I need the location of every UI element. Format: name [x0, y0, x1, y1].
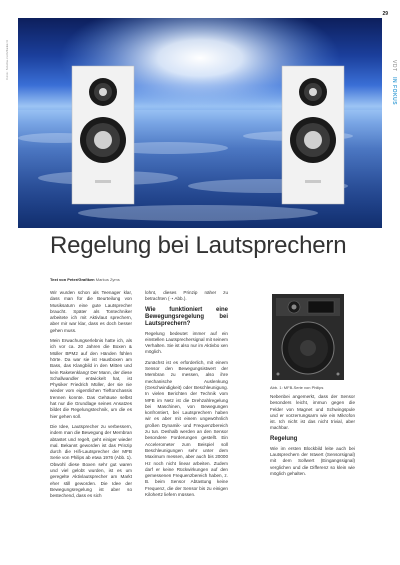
section-heading: Wie funktioniert eine Bewegungsregelung bei Lautsprechern?	[145, 306, 228, 327]
page-number: 29	[382, 11, 388, 17]
hero-image	[18, 18, 382, 228]
paragraph: Mein Erwachungserlebnis hatte ich, als ich vor ca. 20 Jahren die Boxen & Müller BPM2 auf den Händen fühlen hörte. Da war sie ist Hausboxen am Bass, das Klangbild in den Mitten und kein Raketenklang! Der Mann, der diese Schallwandler entwickelt hat, ist Physiker Friedrich Müller, der sie nie wieder vom eigentlichen Tieftonchassis trennen konnte. Das Gehäuse selbst hat nur die Grundlage seines Ansatzes bildet die Regelungstechnik, um die es hier gehen soll.	[50, 338, 132, 419]
byline	[50, 277, 120, 282]
column-three	[270, 394, 355, 481]
figure-caption: Abb. 1: MFB-Serie von Philips	[270, 385, 324, 390]
section-tab-label: IN FOKUS	[391, 77, 397, 106]
figure-speaker	[270, 292, 346, 382]
section-tab	[391, 60, 397, 105]
column-one	[50, 290, 132, 504]
paragraph: Zunächst ist es erforderlich, mit einem Sensor den Bewegungsistwert der Membran zu messen, also ihre mechanische Auslenkung (Geschwindigkeit) oder Beschleunigung. In vielen Berichten der Technik vom MFB im Netz ist die Drehzahlregelung bei Maschinen, von Bewegungen konfrontiert, bei Lautsprechern haben wir es aber mit einem ungewöhnlich großen Dynamik- und Frequenzbereich zu tun. Deshalb werden an den Sensor besondere Forderungen gestellt. Ein Accelerometer zum Beispiel soll Beschleunigungen sehr unter dem Maximum messen, aber auch bis 20000 Hz noch nicht linear arbeiten. Zudem darf er keine Rückwirkungen auf den gemessenen Frequenzbereich haben, z. B. beim Sensor Abtastung keine Frequenz, die der Sensor bis zu einigen Kilohertz liefern müssen.	[145, 359, 228, 498]
paragraph: Nebenbei angemerkt, dass der Sensor besonders leicht, immun gegen die Felder von Magnet und Schwingspule und er vorzerrungsarm wie ein Mikrofon ist. Ich nicht ist das nicht trivial, aber machbar.	[270, 394, 355, 431]
hero-illustration	[18, 18, 382, 228]
paragraph: Die Idee, Lautsprecher zu verbessern, indem man die Bewegung der Membran abtastet und regelt, geht einiger wieder mal. Bekannt geworden ist das Prinzip durch die Hifi-Lautsprecher der MFB Serie von Philips ab etwa 1976 (Abb. 1). Obwohl diese Boxen sehr gut waren und viel gelobt wurden, ist es um geregelte Aktivlautsprecher am Markt eher still geworden. Die Idee der Bewegungsregelung ist aber so bestechend, dass es sich	[50, 423, 132, 499]
paragraph: Wie im ersten Blockbild leite auch bei Lautsprechern der Istwert (Sensorsignal) mit dem Sollwert (Eingangssignal) verglichen und die Differenz so klein wie möglich gehalten.	[270, 445, 355, 476]
right-speaker-icon	[282, 66, 344, 204]
left-speaker-icon	[72, 66, 134, 204]
paragraph: lohnt, dieses Prinzip näher zu betrachten (➝ Abb.).	[145, 290, 228, 302]
side-credit: Foto: fotolia.com/bekerit	[5, 40, 9, 80]
studio-speaker-icon	[270, 292, 346, 382]
byline-name: Markus Zyms	[95, 277, 120, 282]
paragraph: Wir wurden schon als Teenager klar, dass man für die Beurteilung von Musiksaturn eine gute Lautsprecher braucht. Später als Tontechniker arbeitete ich mit Aktivlaut sprechern, aber mir war klar, dass es doch besser gehen muss.	[50, 290, 132, 333]
article-title: Regelung bei Lautsprechern	[50, 232, 347, 259]
section-tab-small: VDT	[391, 60, 397, 72]
paragraph: Regelung bedeutet immer auf ein einstellen Lautsprechersignal mit seinem Verhalten. Sie ist also nur im Aktivbo xen möglich.	[145, 330, 228, 355]
column-two	[145, 290, 228, 502]
byline-label: Text von Peter/Grafiken	[50, 277, 95, 282]
section-heading: Regelung	[270, 435, 298, 442]
